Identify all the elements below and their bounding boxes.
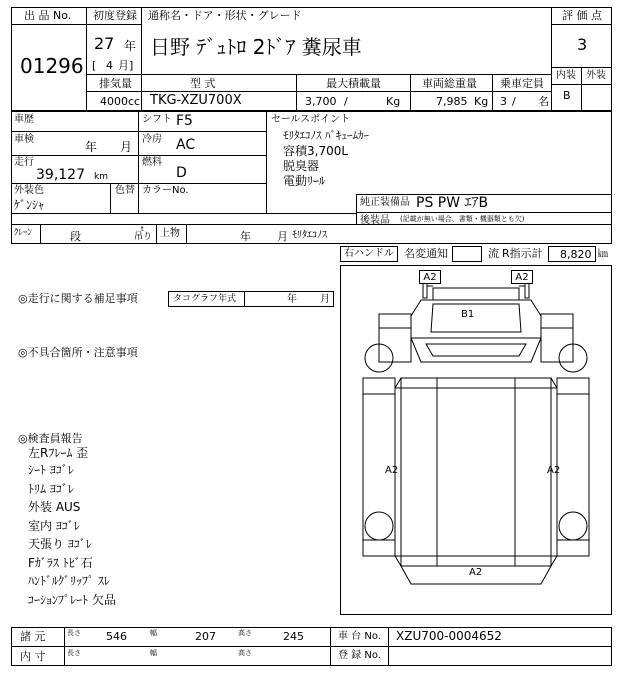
truck-diagram — [341, 266, 611, 614]
color-value: ｹﾞﾝｼｬ — [14, 198, 45, 212]
inner-width-label: 幅 — [150, 649, 157, 657]
color-no-label: 色替 — [115, 185, 135, 196]
body-label: 上物 — [160, 228, 180, 239]
ac-value: AC — [176, 137, 196, 153]
height-label: 高さ — [238, 629, 252, 637]
defects-label: ◎不具合箇所・注意事項 — [18, 346, 138, 359]
sales-point: ﾓﾘﾀｴｺﾉｽ ﾊﾞｷｭｰﾑｶｰ — [283, 129, 369, 142]
body-year: 年 — [240, 230, 251, 243]
max-load-sep: / — [344, 95, 348, 108]
equipment-value: PS PW ｴｱB — [416, 195, 489, 211]
truck-diagram-frame — [340, 265, 612, 615]
inspector-note: ｺｰｼｮﾝﾌﾟﾚｰﾄ 欠品 — [28, 593, 116, 607]
chassis-value: XZU700-0004652 — [396, 629, 502, 643]
crane-stage: 段 — [70, 230, 81, 243]
reg-label: 登 録 No. — [338, 650, 381, 661]
month-value: 4 — [106, 59, 113, 72]
crane-ton-top: t — [141, 225, 144, 233]
name-label: 通称名・ドア・形状・グレード — [148, 9, 302, 22]
color-code-label: カラーNo. — [142, 185, 189, 196]
grade-label: 評 価 点 — [562, 9, 602, 22]
shift-value: F5 — [176, 113, 193, 129]
inner-dims-label: 内 寸 — [20, 650, 46, 663]
inspector-note: ﾊﾝﾄﾞﾙｸﾞﾘｯﾌﾟ ｽﾚ — [28, 574, 110, 588]
width-label: 幅 — [150, 629, 157, 637]
gross-weight-value: 7,985 — [436, 95, 468, 108]
driving-remarks-label: ◎走行に関する補足事項 — [18, 292, 138, 305]
odometer-label: R指示計 — [502, 247, 543, 260]
exterior-label: 外装 — [586, 70, 606, 81]
inspector-note: 室内 ﾖｺﾞﾚ — [28, 519, 80, 533]
nameplate-box — [452, 246, 482, 262]
capacity-label: 乗車定員 — [500, 77, 544, 90]
year-value: 27 — [94, 34, 115, 53]
first-reg-label: 初度登録 — [93, 9, 137, 22]
aftermarket-note: (記載が無い場合、書類・機器類とも欠) — [400, 215, 525, 223]
sales-point: 容積3,700L — [283, 144, 349, 158]
inner-length-label: 長さ — [67, 649, 81, 657]
equipment-label: 純正装備品 — [360, 197, 410, 208]
damage-mark-b1: B1 — [461, 309, 475, 320]
inspection-label: 車検 — [14, 134, 34, 145]
car-name: 日野 ﾃﾞｭﾄﾛ 2ﾄﾞｱ 糞尿車 — [150, 35, 362, 59]
grade-value: 3 — [577, 35, 588, 54]
max-load-label: 最大積載量 — [326, 77, 381, 90]
inspector-note: 外装 AUS — [28, 500, 81, 514]
damage-mark-a2: A2 — [469, 567, 483, 578]
aftermarket-label: 後装品 — [360, 215, 390, 226]
damage-mark-a2: A2 — [419, 270, 441, 284]
month-unit: 月] — [118, 59, 134, 72]
damage-mark-a2: A2 — [385, 465, 399, 476]
sales-point: 電動ﾘｰﾙ — [283, 174, 326, 188]
year-unit: 年 — [124, 39, 137, 53]
inspector-label: ◎検査員報告 — [18, 432, 83, 445]
tacho-month: 月 — [320, 294, 330, 305]
model-value: TKG-XZU700X — [150, 93, 242, 108]
sales-label: セールスポイント — [271, 114, 351, 125]
odometer-value: 8,820 — [560, 248, 592, 261]
max-load-unit: Kg — [386, 95, 401, 108]
mileage-label: 走行 — [14, 157, 34, 168]
reading-label: 流 — [488, 247, 499, 260]
mileage-value: 39,127 — [36, 167, 85, 183]
displacement-unit: cc — [128, 95, 141, 108]
inspection-month: 月 — [120, 140, 133, 154]
gross-weight-label: 車両総重量 — [422, 77, 477, 90]
crane-ton-bottom: 吊り — [134, 232, 153, 242]
capacity-sep: / — [512, 95, 516, 108]
displacement-value: 4000 — [100, 95, 128, 108]
body-maker: ﾓﾘﾀｴｺﾉｽ — [292, 230, 327, 241]
capacity-unit: 名 — [538, 95, 549, 108]
damage-mark-a2: A2 — [547, 465, 561, 476]
ac-label: 冷房 — [142, 134, 162, 145]
inspection-year: 年 — [85, 140, 98, 154]
color-label: 外装色 — [14, 185, 44, 196]
fuel-value: D — [176, 165, 187, 181]
history-label: 車歴 — [14, 114, 34, 125]
tacho-year: 年 — [287, 294, 297, 305]
inspector-note: ﾄﾘﾑ ﾖｺﾞﾚ — [28, 482, 74, 496]
handle-value: 右ハンドル — [344, 248, 394, 259]
inspector-note: ｼｰﾄ ﾖｺﾞﾚ — [28, 463, 74, 477]
shift-label: シフト — [142, 114, 172, 125]
inspector-note: 天張り ﾖｺﾞﾚ — [28, 537, 92, 551]
width-value: 207 — [195, 630, 216, 643]
chassis-label: 車 台 No. — [338, 631, 381, 642]
body-month: 月 — [277, 230, 288, 243]
lot-label: 出 品 No. — [24, 9, 72, 22]
nameplate-label: 名変通知 — [404, 247, 448, 260]
interior-label: 内装 — [556, 70, 576, 81]
odometer-unit: ㎞ — [598, 249, 608, 260]
height-value: 245 — [283, 630, 304, 643]
max-load-value: 3,700 — [305, 95, 337, 108]
displacement-label: 排気量 — [99, 77, 132, 90]
gross-weight-unit: Kg — [474, 95, 489, 108]
inspector-note: 左Rﾌﾚｰﾑ 歪 — [28, 446, 89, 460]
damage-mark-a2: A2 — [511, 270, 533, 284]
tachograph-label: タコグラフ年式 — [173, 294, 237, 304]
inner-height-label: 高さ — [238, 649, 252, 657]
length-label: 長さ — [67, 629, 81, 637]
mileage-unit: km — [94, 172, 108, 182]
lot-number: 01296 — [20, 54, 84, 78]
inspector-note: Fｶﾞﾗｽ ﾄﾋﾞ石 — [28, 556, 93, 570]
length-value: 546 — [106, 630, 127, 643]
crane-label: ｸﾚｰﾝ — [14, 228, 33, 238]
capacity-value: 3 — [500, 95, 507, 108]
dims-label: 諸 元 — [20, 630, 46, 643]
interior-grade: B — [563, 89, 571, 102]
model-label: 型 式 — [190, 77, 216, 90]
month-bracket: [ — [92, 59, 97, 72]
sales-point: 脱臭器 — [283, 159, 320, 173]
fuel-label: 燃料 — [142, 157, 162, 168]
